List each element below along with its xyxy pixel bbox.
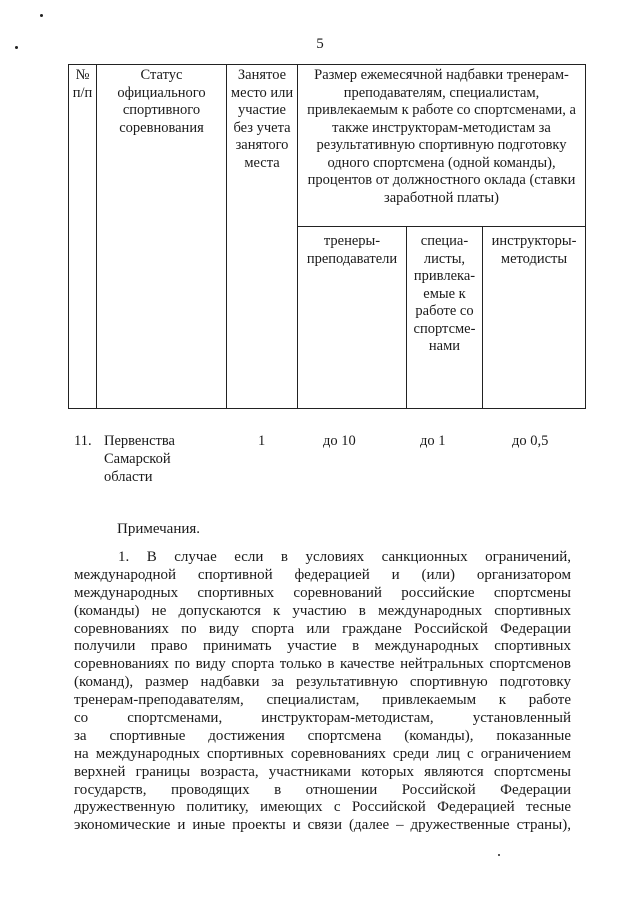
note-line: за спортивные достижения спортсмена (команды), показанные [74,727,571,744]
note-line: международной спортивной федерацией и (или) организатором [74,566,571,583]
note-line: 1. В случае если в условиях санкционных ограничений, [118,549,571,565]
row-specialists: до 1 [420,433,446,449]
header-status: Статус официального спортивного соревнования [97,65,227,409]
scan-speck [15,46,18,49]
scan-speck [498,854,500,856]
norms-table-header [68,64,586,409]
note-line: со спортсменами, инструкторам-методистам, установленный [74,710,571,727]
header-instructors: инструкторы-методисты [483,227,586,409]
note-line: верхней границы возраста, участниками которых являются спортсмены [74,763,571,780]
row-instructors: до 0,5 [512,433,549,449]
header-trainers: тренеры-преподаватели [298,227,407,409]
row-number: 11. [74,433,92,449]
note-line: тренерам-преподавателям, специалистам, привлекаемым к работе [74,692,571,709]
notes-title: Примечания. [117,521,201,537]
header-place: Занятое место или участие без учета занятого места [227,65,298,409]
note-line: (команд), размер надбавки за результативную спортивную подготовку [74,674,571,691]
note-line: соревнованиях по виду спорта только в качестве нейтральных спортсменов [74,656,571,673]
header-specialists: специа-листы, привлека-емые к работе со спортсме-нами [407,227,483,409]
note-line: государств, проводящих в отношении Российской Федерации [74,781,571,798]
note-line: дружественную политику, имеющих с Российской Федерацией тесные [74,799,571,816]
page-number: 5 [316,36,324,52]
note-line: на международных спортивных соревнованиях среди лиц с ограничением [74,745,571,762]
row-place: 1 [258,433,266,449]
note-line: получили право принимать участие в международных спортивных [74,638,571,655]
note-line: соревнованиях по виду спорта или граждане Российской Федерации [74,620,571,637]
note-line: международных спортивных соревнований российские спортсмены [74,584,571,601]
scan-speck [40,14,43,17]
header-number: № п/п [69,65,97,409]
note-line: (команды) не допускаются к участию в международных спортивных [74,602,571,619]
note-paragraph [74,549,571,835]
header-allowance-size: Размер ежемесячной надбавки тренерам-преподавателям, специалистам, привлекаемым к работе со спортсменами, а также инструкторам-методистам за результативную спортивную подготовку одного спортсмена (одной команды), процентов от должностного оклада (ставки заработной платы) [298,65,586,227]
note-line: экономические и иные проекты и связи (далее – дружественные страны), [74,817,571,834]
row-trainers: до 10 [323,433,356,449]
row-status: Первенства Самарской области [104,433,175,485]
